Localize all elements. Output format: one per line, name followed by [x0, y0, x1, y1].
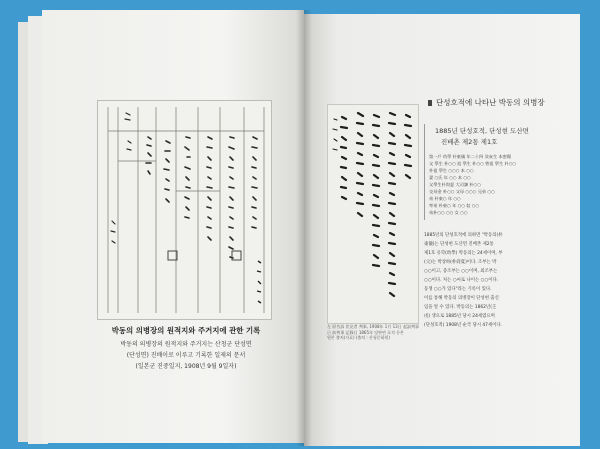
right-photo-caption-line-1: 左 原告訴 伏見者 判事, 1908年 1月 13日 起訴判事: [327, 324, 419, 329]
manuscript-strip-icon: [328, 105, 418, 323]
paragraph-line: 임을 알 수 있다. 박동의는 1862년(壬: [424, 305, 497, 310]
paragraph-line: (父)는 박상하(朴尙夏)이다. 조부는 박: [424, 260, 497, 265]
paragraph-line: ○○이다. 처는 ○씨로 나이는 ○○이다.: [424, 278, 499, 283]
heading-marker: [428, 100, 432, 106]
record-hanja-line: 第一戶 幼學 朴東儀 年二十四 癸亥生 本密陽: [429, 154, 512, 159]
household-record-box: [424, 124, 557, 220]
record-hanja-line: 外祖 學生 ○○○ 本 ○○: [429, 168, 474, 173]
paragraph-line: 제1호 유학(幼學) 박동의는 24세이며, 부: [424, 251, 503, 256]
record-hanja-line: 交母金 朴○○ 父母 ○○○ 兄弟 ○○: [429, 189, 495, 194]
right-photo-caption-line-3: 원본 출처(자료) (출처 : 산청문화원): [327, 335, 390, 340]
record-title-line-1: 1885년 단성호적, 단성현 도산면: [435, 127, 529, 135]
manuscript-photo-icon: [98, 101, 271, 319]
paragraph-line: (단성호적) 1908년 순국 당시 47세이다.: [424, 323, 503, 328]
record-hanja-line: 妻 ○氏 年 ○○ 本 ○○: [429, 175, 471, 180]
left-caption-line-3: (일본군 진중일지, 1908년 9월 9일자): [135, 363, 237, 370]
paragraph-line: ○○이고, 증조부는 ○○이며, 외조부는: [424, 269, 498, 274]
book-gutter: [296, 10, 312, 446]
manuscript-photo-right: [327, 104, 419, 324]
right-photo-caption-line-2: 日 前判事 記錄日 1865年 당판면 호적 등본: [327, 329, 404, 335]
paragraph-line: 1885년의 단성호적에 의하면 "박동의(朴: [424, 233, 503, 238]
left-caption-line-2: (단성면) 진배이로 이루고 기록한 일제의 문서: [126, 352, 246, 359]
record-title-line-2: 진배촌 제2통 제1호: [441, 138, 498, 146]
manuscript-photo-left: [97, 100, 272, 320]
record-hanja-line: 率弟 朴東○ 年 ○○ 奴 ○○: [429, 203, 480, 208]
paragraph-line: 戌) 생으로 1885년 당시 24세였으며: [424, 314, 495, 319]
record-hanja-line: 弟朴○○ ○○ 女 ○○: [429, 210, 468, 215]
paragraph-line: 이를 통해 박동의 의병장이 단성현 출신: [424, 296, 499, 301]
record-hanja-line: 弟 朴東○ 年 ○○: [429, 196, 461, 201]
left-caption-line-1: 박동의 의병장의 원적지와 주거지는 산청군 단성면: [120, 341, 252, 348]
paragraph-line: 東儀)는 단성현 도산면 진배촌 제2통: [424, 242, 494, 247]
record-hanja-line: 父學生朴尙夏 大司諫 朴○○: [429, 182, 481, 187]
record-hanja-line: 父 學生 朴○○ 祖 學生 朴○○ 曾祖 學生 朴○○: [429, 161, 517, 166]
right-photo-caption: [327, 324, 419, 341]
right-page-heading: 단성호적에 나타난 박동의 의병장: [436, 98, 545, 107]
paragraph-line: 동생 ○○가 있다"라는 기록이 있다.: [424, 287, 492, 292]
left-caption-title: 박동의 의병장의 원적지와 주거지에 관한 기록: [111, 326, 261, 335]
